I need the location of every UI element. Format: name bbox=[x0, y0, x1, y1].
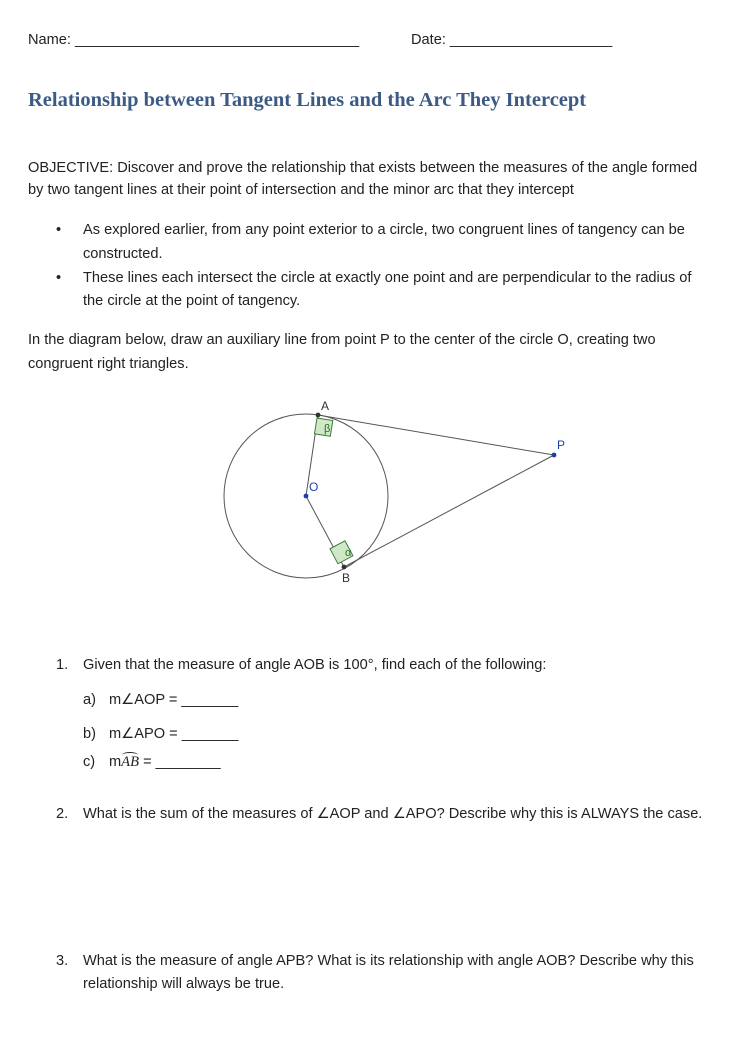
point-o bbox=[304, 494, 309, 499]
label-a: A bbox=[321, 399, 330, 413]
question-1c-letter: c) bbox=[83, 754, 96, 770]
tangent-line-ap bbox=[318, 415, 554, 455]
name-field-label: Name: ___________________________________ bbox=[28, 32, 360, 48]
arc-symbol bbox=[122, 752, 138, 758]
question-1-text: Given that the measure of angle AOB is 100°, find each of the following: bbox=[83, 657, 547, 673]
bullet-icon: • bbox=[56, 222, 62, 238]
bullet-icon: • bbox=[56, 270, 62, 286]
label-o: O bbox=[309, 480, 319, 494]
arc-ab-label: AB bbox=[121, 754, 140, 770]
question-1a-letter: a) bbox=[83, 692, 96, 708]
question-3-number: 3. bbox=[56, 953, 69, 969]
tangent-line-bp bbox=[344, 455, 554, 567]
question-1c-text bbox=[109, 750, 221, 774]
angle-beta-label: β bbox=[324, 423, 331, 435]
angle-alpha-label: α bbox=[345, 547, 352, 559]
question-1b-text: m∠APO = _______ bbox=[109, 726, 239, 742]
measure-prefix: m bbox=[109, 754, 122, 770]
question-2-text: What is the sum of the measures of ∠AOP and ∠APO? Describe why this is ALWAYS the case. bbox=[83, 806, 703, 822]
date-field-label: Date: ____________________ bbox=[411, 32, 613, 48]
bullet-1-line-1: As explored earlier, from any point exterior to a circle, two congruent lines of tangency can be bbox=[83, 222, 685, 238]
label-b: B bbox=[342, 571, 351, 585]
objective-line-2: by two tangent lines at their point of intersection and the minor arc that they intercept bbox=[28, 182, 574, 198]
label-p: P bbox=[557, 438, 566, 452]
point-p bbox=[552, 453, 557, 458]
point-a bbox=[316, 413, 321, 418]
question-2-number: 2. bbox=[56, 806, 69, 822]
instruction-line-2: congruent right triangles. bbox=[28, 356, 189, 372]
question-1b-letter: b) bbox=[83, 726, 96, 742]
question-1-number: 1. bbox=[56, 657, 69, 673]
question-3-line-2: relationship will always be true. bbox=[83, 976, 285, 992]
bullet-2-line-1: These lines each intersect the circle at exactly one point and are perpendicular to the radius of bbox=[83, 270, 692, 286]
bullet-1-line-2: constructed. bbox=[83, 246, 163, 262]
bullet-2-line-2: the circle at the point of tangency. bbox=[83, 293, 301, 309]
measure-suffix: = ________ bbox=[139, 754, 221, 770]
point-b bbox=[342, 565, 347, 570]
arc-ab bbox=[121, 750, 139, 774]
instruction-line-1: In the diagram below, draw an auxiliary line from point P to the center of the circle O, creating two bbox=[28, 332, 656, 348]
objective-line-1: OBJECTIVE: Discover and prove the relationship that exists between the measures of the angle formed bbox=[28, 160, 698, 176]
question-3-line-1: What is the measure of angle APB? What is its relationship with angle AOB? Describe why this bbox=[83, 953, 694, 969]
page-title: Relationship between Tangent Lines and the Arc They Intercept bbox=[28, 89, 587, 111]
question-1a-text: m∠AOP = _______ bbox=[109, 692, 239, 708]
